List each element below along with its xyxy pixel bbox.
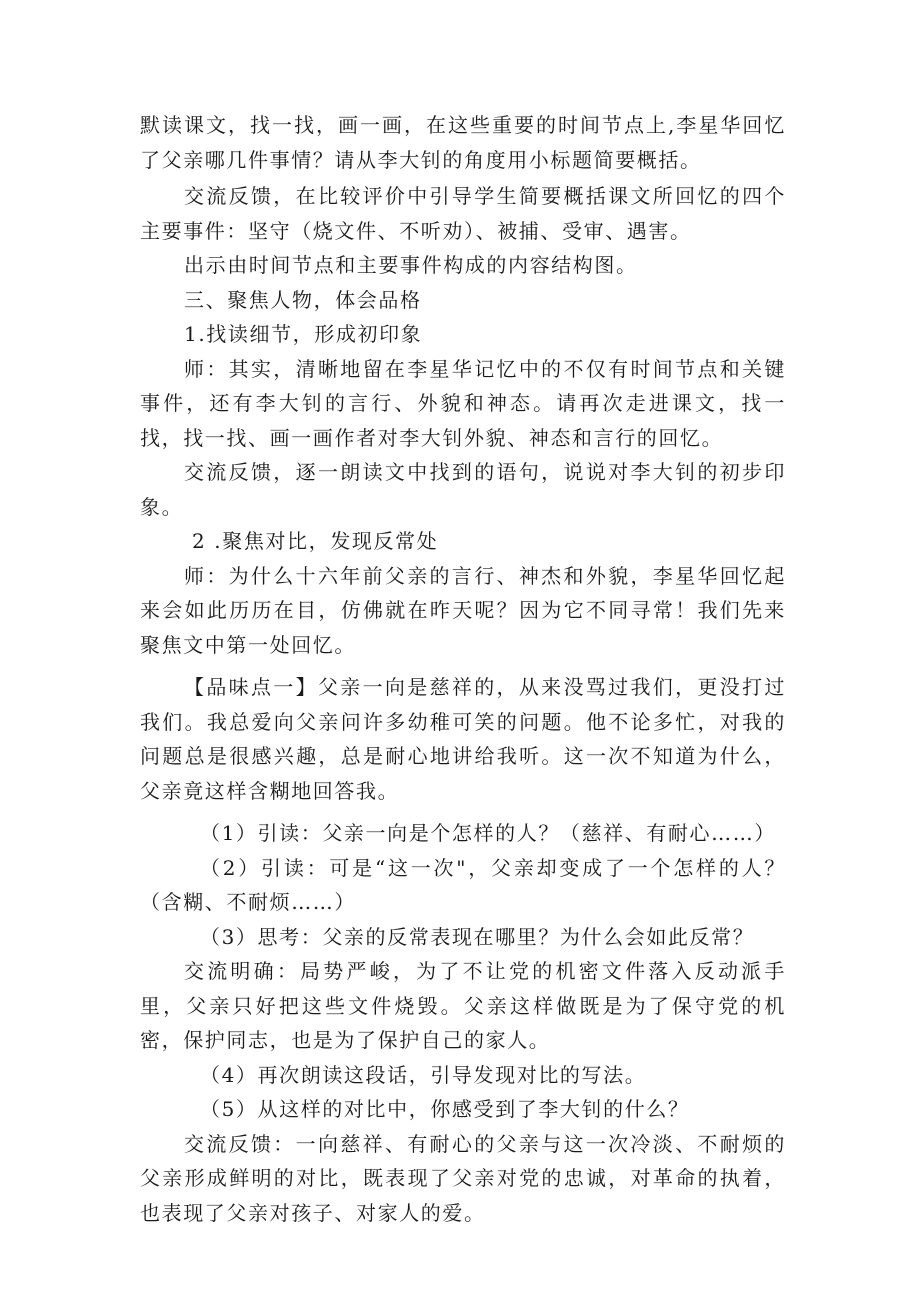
paragraph-clarification: 交流明确：局势严峻，为了不让党的机密文件落入反动派手里，父亲只好把这些文件烧毁。父亲这样做既是为了保守党的机密，保护同志，也是为了保护自己的家人。 bbox=[140, 959, 786, 1052]
document-body bbox=[140, 108, 786, 1230]
list-item-reread: （4）再次朗读这段话，引导发现对比的写法。 bbox=[200, 1062, 647, 1087]
list-item-thinking: （3）思考：父亲的反常表现在哪里？为什么会如此反常？ bbox=[200, 924, 755, 949]
section-heading-3: 三、聚焦人物，体会品格 bbox=[184, 287, 422, 312]
list-item-guided-reading-2: （2）引读：可是“这一次"，父亲却变成了一个怎样的人？（含糊、不耐烦……） bbox=[140, 855, 786, 914]
paragraph-teacher-question: 师：为什么十六年前父亲的言行、神杰和外貌，李星华回忆起来会如此历历在目，仿佛就在昨天呢？因为它不同寻常！我们先来聚焦文中第一处回忆。 bbox=[140, 563, 786, 657]
paragraph-teacher-details: 师：其实，清晰地留在李星华记忆中的不仅有时间节点和关键事件，还有李大钊的言行、外貌和神态。请再次走进课文，找一找，找一找、画一画作者对李大钊外貌、神态和言行的回忆。 bbox=[140, 356, 786, 450]
subheading-2: 2 .聚焦对比，发现反常处 bbox=[192, 529, 439, 553]
paragraph-structure-chart: 出示由时间节点和主要事件构成的内容结构图。 bbox=[184, 253, 638, 277]
paragraph-feedback-contrast: 交流反馈：一向慈祥、有耐心的父亲与这一次冷淡、不耐烦的父亲形成鲜明的对比，既表现了父亲对党的忠诚，对革命的执着，也表现了父亲对孩子、对家人的爱。 bbox=[140, 1131, 786, 1225]
subheading-1: 1.找读细节，形成初印象 bbox=[184, 322, 423, 346]
paragraph-tasting-point-1: 【品味点一】父亲一向是慈祥的，从来没骂过我们，更没打过我们。我总爱向父亲问许多幼稚可笑的问题。他不论多忙，对我的问题总是很感兴趣，总是耐心地讲给我听。这一次不知道为什么，父亲竟这样含糊地回答我。 bbox=[140, 675, 786, 803]
paragraph-task-instruction: 默读课文，找一找，画一画，在这些重要的时间节点上,李星华回忆了父亲哪几件事情？请从李大钊的角度用小标题简要概括。 bbox=[140, 113, 786, 172]
list-item-contrast: （5）从这样的对比中，你感受到了李大钊的什么？ bbox=[200, 1097, 690, 1121]
paragraph-feedback-impression: 交流反馈，逐一朗读文中找到的语句，说说对李大钊的初步印象。 bbox=[140, 460, 786, 519]
paragraph-feedback-events: 交流反馈，在比较评价中引导学生简要概括课文所回忆的四个主要事件：坚守（烧文件、不听劝）、被捕、受审、遇害。 bbox=[140, 184, 786, 243]
list-item-guided-reading-1: （1）引读：父亲一向是个怎样的人？（慈祥、有耐心……） bbox=[200, 821, 776, 845]
